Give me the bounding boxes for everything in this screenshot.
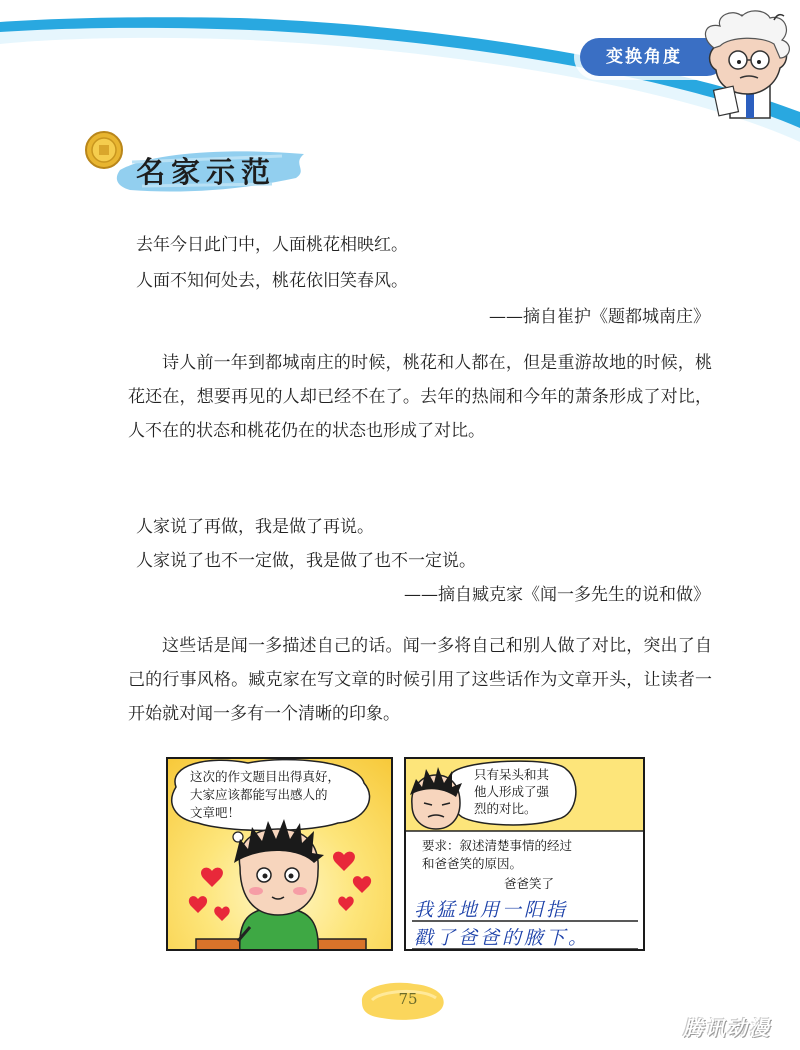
comic-right-bubble-line-2: 他人形成了强 [474,784,550,799]
comic-panel-right [404,757,645,951]
quote-line-2: 人家说了也不一定做，我是做了也不一定说。 [136,551,476,571]
comic-left-bubble-line-3: 文章吧！ [190,805,241,820]
professor-mascot-icon [690,8,800,120]
page-number: 75 [398,990,418,1008]
poem-line-1: 去年今日此门中，人面桃花相映红。 [136,235,408,255]
comic-requirement-line-2: 和爸爸笑的原因。 [422,856,523,871]
comic-left-bubble-line-1: 这次的作文题目出得真好， [190,769,341,784]
comic-essay-line-2: 戳了爸爸的腋下。 [414,927,591,949]
comic-essay-line-1: 我猛地用一阳指 [414,899,569,921]
poem-line-2: 人面不知何处去，桃花依旧笑春风。 [136,271,408,291]
comic-essay-title: 爸爸笑了 [504,876,555,891]
quote-source: ——摘自臧克家《闻一多先生的说和做》 [404,585,710,605]
header-swoosh [0,0,800,150]
section-title: 名家示范 [136,155,277,189]
section-tab-label: 变换角度 [606,47,682,67]
comic-left-bubble-line-2: 大家应该都能写出感人的 [190,787,328,802]
coin-icon [84,130,124,170]
comic-right-bubble-line-3: 烈的对比。 [474,801,537,816]
poem-source: ——摘自崔护《题都城南庄》 [489,307,710,327]
commentary-1: 诗人前一年到都城南庄的时候，桃花和人都在，但是重游故地的时候，桃花还在，想要再见的人却已经不在了。去年的热闹和今年的萧条形成了对比，人不在的状态和桃花仍在的状态也形成了对比。 [128,353,712,441]
commentary-2: 这些话是闻一多描述自己的话。闻一多将自己和别人做了对比，突出了自己的行事风格。臧克家在写文章的时候引用了这些话作为文章开头，让读者一开始就对闻一多有一个清晰的印象。 [128,636,712,724]
comic-requirement-line-1: 要求：叙述清楚事情的经过 [422,838,573,853]
comic-panel-left [166,757,393,951]
quote-line-1: 人家说了再做，我是做了再说。 [136,517,374,537]
watermark: 腾讯动漫 [683,1016,771,1040]
comic-right-bubble-line-1: 只有呆头和其 [474,767,550,782]
